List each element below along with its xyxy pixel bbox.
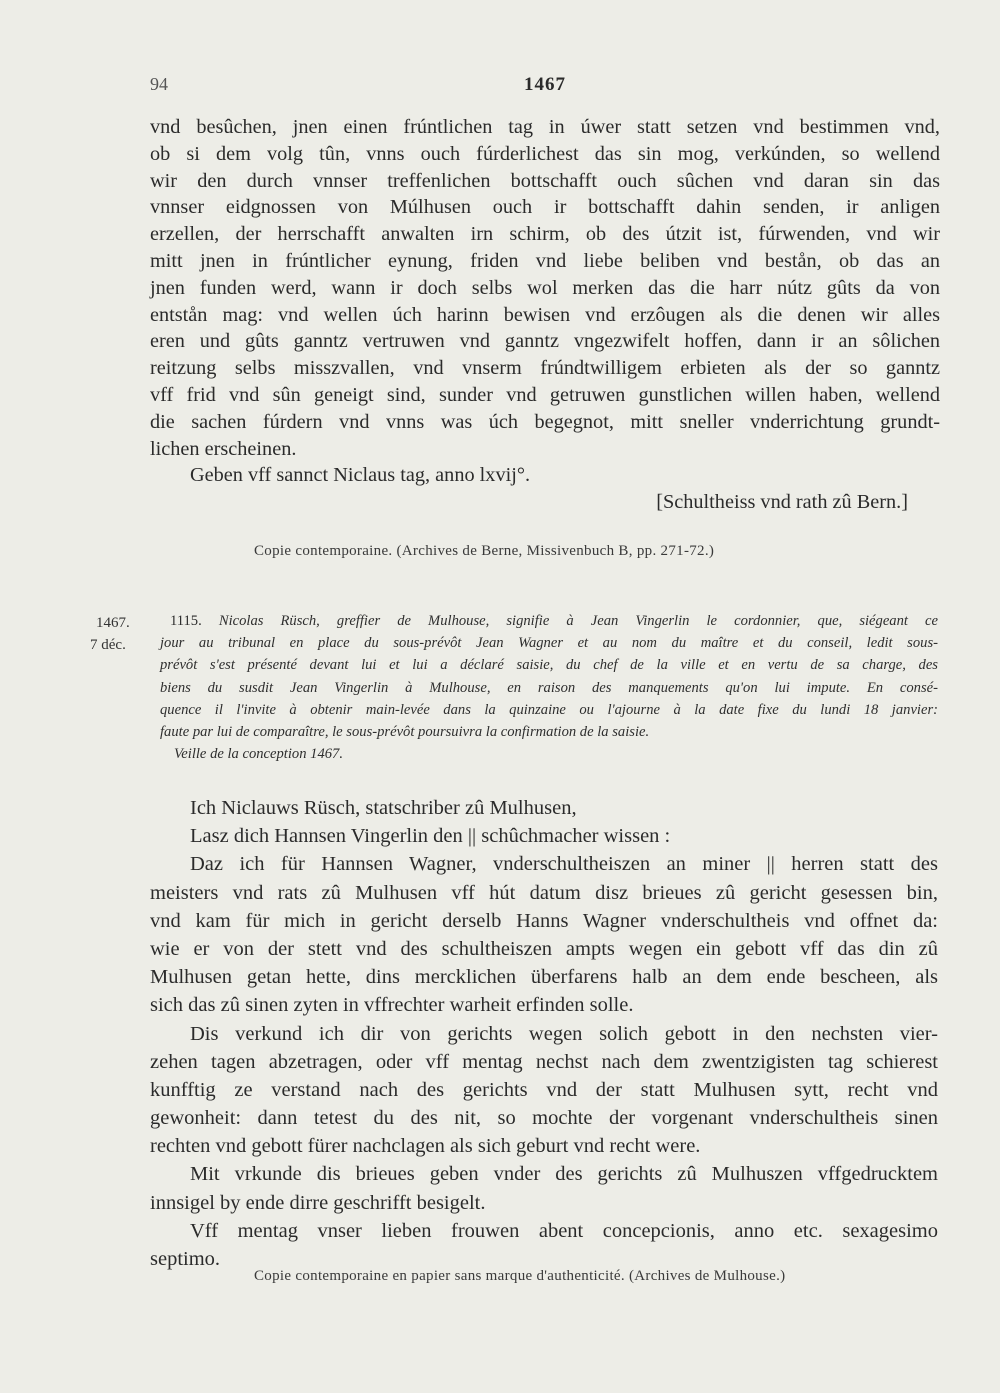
document-line: Ich Niclauws Rüsch, statschriber zû Mulhusen, xyxy=(190,797,577,819)
document-line: rechten vnd gebott fürer nachclagen als sich geburt vnd recht were. xyxy=(150,1135,701,1158)
letter-line: die sachen fúrdern vnd vnns was úch begegnot, mitt sneller vnderrichtung grundt- xyxy=(150,410,940,433)
summary-line xyxy=(160,610,938,632)
page-number: 94 xyxy=(150,74,168,94)
letter-line: entstån mag: vnd wellen úch harinn bewisen vnd erzôugen als die denen wir alles xyxy=(150,303,940,326)
document-line: meisters vnd rats zû Mulhusen vff hút datum disz brieues zû gericht gesessen bin, xyxy=(150,881,938,904)
letter-line: wir den durch vnnser treffenlichen bottschafft ouch sûchen vnd daran sin das xyxy=(150,169,940,192)
document-line: vnd kam für mich in gericht derselb Hanns Wagner vnderschultheis vnd offnet da: xyxy=(150,909,938,932)
summary-line: jour au tribunal en place du sous-prévôt Jean Wagner et au nom du maître et du conseil, ledit sous- xyxy=(160,635,938,652)
letter-line: erzellen, der herrschafft anwalten irn schirm, ob des útzit ist, fúrwenden, vnd wir xyxy=(150,223,940,246)
document-line: kunfftig ze verstand nach des gerichts vnd der statt Mulhusen sytt, recht vnd xyxy=(150,1078,938,1101)
letter-line: jnen funden werd, wann ir doch selbs wol merken das die harr nútz gûts da von xyxy=(150,276,940,299)
document-line: sich das zû sinen zyten in vffrechter warheit erfinden solle. xyxy=(150,994,634,1017)
letter-source-note: Copie contemporaine. (Archives de Berne, Missivenbuch B, pp. 271-72.) xyxy=(254,543,715,559)
margin-year: 1467. xyxy=(96,615,130,631)
letter-line: vnd besûchen, jnen einen frúntlichen tag in úwer statt setzen vnd bestimmen vnd, xyxy=(150,116,940,138)
document-line: Mit vrkunde dis brieues geben vnder des gerichts zû Mulhuszen vffgedrucktem xyxy=(190,1163,938,1186)
letter-line: vnnser eidgnossen von Múlhusen ouch ir bottschafft dahin senden, ir anligen xyxy=(150,196,940,219)
summary-line: quence il l'invite à obtenir main-levée dans la quinzaine ou l'ajourne à la date fixe du lundi 18 janvier: xyxy=(160,701,938,718)
document-line: Lasz dich Hannsen Vingerlin den || schûchmacher wissen : xyxy=(190,825,671,848)
document-line: Daz ich für Hannsen Wagner, vnderschultheiszen an miner || herren statt des xyxy=(190,853,938,876)
document-line: innsigel by ende dirre geschrifft besigelt. xyxy=(150,1191,486,1214)
letter-dating: Geben vff sannct Niclaus tag, anno lxvij°. xyxy=(190,464,531,487)
summary-line: faute par lui de comparaître, le sous-prévôt poursuivra la confirmation de la saisie. xyxy=(160,723,650,740)
entry-dating: Veille de la conception 1467. xyxy=(174,746,343,763)
margin-day: 7 déc. xyxy=(90,637,126,653)
margin-date xyxy=(90,612,130,656)
document-line: Vff mentag vnser lieben frouwen abent concepcionis, anno etc. sexagesimo xyxy=(190,1219,938,1242)
document-line: wie er von der stett vnd des schultheiszen ampts wegen ein gebott vff das din zû xyxy=(150,937,938,960)
document-line: Dis verkund ich dir von gerichts wegen solich gebott in den nechsten vier- xyxy=(190,1022,938,1045)
letter-signature: [Schultheiss vnd rath zû Bern.] xyxy=(656,491,908,514)
document-source-note: Copie contemporaine en papier sans marque d'authenticité. (Archives de Mulhouse.) xyxy=(254,1268,786,1284)
letter-line: lichen erscheinen. xyxy=(150,437,297,460)
letter-line: vff frid vnd sûn geneigt sind, sunder vnd getruwen gunstlichen willen haben, wellend xyxy=(150,383,940,406)
running-header xyxy=(150,74,940,104)
letter-line: reitzung selbs misszvallen, vnd vnserm frúndtwilligem erbieten als der so ganntz xyxy=(150,357,940,380)
running-title-year: 1467 xyxy=(524,74,566,95)
summary-line: prévôt s'est présenté devant lui et lui a déclaré saisie, du chef de la ville et en vertu de sa charge, des xyxy=(160,657,938,674)
summary-line-text: Nicolas Rüsch, greffier de Mulhouse, signifie à Jean Vingerlin le cordonnier, que, siégeant ce xyxy=(218,613,938,629)
document-text xyxy=(150,794,938,1273)
letter-text xyxy=(150,114,940,516)
letter-line: mitt jnen in frúntlicher eynung, friden vnd liebe beliben vnd bestån, ob das an xyxy=(150,249,940,272)
document-line: gewonheit: dann tetest du des nit, so mochte der vorgenant vnderschultheis sinen xyxy=(150,1107,938,1130)
letter-line: eren und gûts ganntz vertruwen vnd ganntz vngezwifelt hoffen, dann ir an sôlichen xyxy=(150,330,940,353)
document-line: zehen tagen abzetragen, oder vff mentag nechst nach dem zwentzigisten tag schierest xyxy=(150,1050,938,1073)
document-line: septimo. xyxy=(150,1248,221,1270)
letter-line: ob si dem volg tûn, vnns ouch fúrderlichest das sin mog, verkúnden, so wellend xyxy=(150,142,940,165)
summary-line: biens du susdit Jean Vingerlin à Mulhouse, en raison des manquements qu'on lui impute. En consé- xyxy=(160,679,938,696)
document-line: Mulhusen getan hette, dins mercklichen überfarens halb an dem ende bescheen, als xyxy=(150,966,938,989)
entry-summary xyxy=(160,610,938,765)
entry-number: 1115. xyxy=(170,613,202,629)
